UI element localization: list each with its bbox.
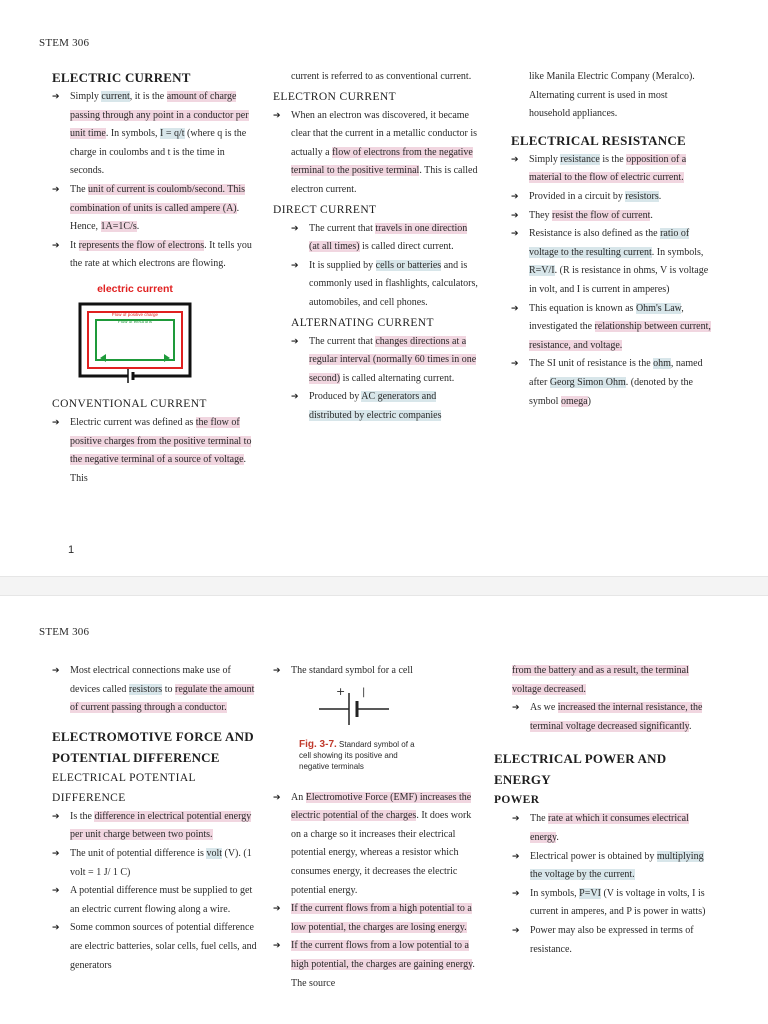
heading-electron-current: ELECTRON CURRENT: [273, 90, 396, 103]
bullet-item: ➔ When an electron was discovered, it became clear that the current in a metallic conductor is actually a flow of electrons from the negative terminal to the positive terminal. This is called electron current.: [273, 107, 478, 200]
figure-label-outer: Flow of positive charge: [111, 311, 159, 317]
bullet-list: [494, 699, 706, 736]
circuit-diagram: [70, 298, 200, 384]
bullet-list: [273, 107, 478, 200]
bullet-list: [273, 220, 478, 313]
bullet-item: ➔ The standard symbol for a cell: [273, 662, 478, 681]
bullet-list: [52, 414, 257, 488]
bullet-item: ➔ If the current flows from a high potential to a low potential, the charges are losing energy.: [273, 900, 478, 937]
bullet-list: [273, 789, 478, 994]
page-header: STEM 306: [39, 37, 90, 49]
bullet-item: ➔ In symbols, P=VI (V is voltage in volts, I is current in amperes, and P is power in watts): [512, 885, 706, 922]
bullet-list: [273, 333, 478, 426]
continued-text: current is referred to as conventional current.: [291, 71, 472, 82]
bullet-item: ➔ It is supplied by cells or batteries and is commonly used in flashlights, calculators, automobiles, and cell phones.: [291, 257, 478, 313]
plus-terminal-label: +: [336, 684, 346, 698]
heading-power: POWER: [494, 794, 540, 807]
heading-conventional-current: CONVENTIONAL CURRENT: [52, 397, 207, 410]
bullet-item: ➔ Provided in a circuit by resistors.: [511, 188, 711, 207]
continued-text: like Manila Electric Company (Meralco). Alternating current is used in most household appliances.: [529, 71, 695, 120]
bullet-item: ➔ A potential difference must be supplied to get an electric current flowing along a wire.: [52, 882, 257, 919]
bullet-list: [273, 662, 478, 681]
heading-electrical-power-energy: ELECTRICAL POWER AND ENERGY: [494, 751, 667, 788]
column-3: [494, 662, 706, 959]
bullet-item: ➔ The current that changes directions at a regular interval (normally 60 times in one second) is called alternating current.: [291, 333, 478, 389]
bullet-item: ➔ As we increased the internal resistance, the terminal voltage decreased significantly.: [512, 699, 706, 736]
heading-electric-current: ELECTRIC CURRENT: [52, 70, 191, 85]
bullet-item: ➔ The unit of current is coulomb/second. This combination of units is called ampere (A). Hence, 1A=1C/s.: [52, 181, 257, 237]
heading-electrical-resistance: ELECTRICAL RESISTANCE: [511, 132, 686, 148]
bullet-list: [494, 810, 706, 959]
bullet-list: [52, 808, 257, 975]
page-number: 1: [68, 544, 75, 556]
cell-symbol-figure: [293, 685, 423, 785]
page-separator: [0, 576, 768, 596]
bullet-item: ➔ The current that travels in one direction (at all times) is called direct current.: [291, 220, 478, 257]
column-1: [52, 68, 257, 488]
bullet-item: ➔ Produced by AC generators and distributed by electric companies: [291, 388, 478, 425]
bullet-item: ➔ Power may also be expressed in terms of resistance.: [512, 922, 706, 959]
column-3: [511, 68, 711, 411]
page-header: STEM 306: [39, 626, 90, 638]
electric-current-figure: [70, 282, 200, 386]
bullet-item: ➔ It represents the flow of electrons. It tells you the rate at which electrons are flowing.: [52, 237, 257, 274]
bullet-item: ➔ Electric current was defined as the flow of positive charges from the positive terminal to the negative terminal of a source of voltage. This: [52, 414, 257, 488]
figure-number: Fig. 3-7.: [299, 738, 337, 750]
figure-title: electric current: [97, 282, 173, 295]
document-page-2: [0, 596, 768, 1024]
cell-symbol-diagram: [293, 685, 403, 733]
bullet-item: ➔ Electrical power is obtained by multiplying the voltage by the current.: [512, 848, 706, 885]
bullet-item: ➔ Simply current, it is the amount of charge passing through any point in a conductor per unit time. In symbols, I = q/t (where q is the charge in coulombs and t is the time in seconds.: [52, 88, 257, 181]
bullet-item: ➔ Simply resistance is the opposition of a material to the flow of electric current.: [511, 151, 711, 188]
heading-electrical-potential-difference: ELECTRICAL POTENTIAL DIFFERENCE: [52, 771, 196, 804]
heading-emf-potential-difference: ELECTROMOTIVE FORCE AND POTENTIAL DIFFERENCE: [52, 728, 254, 765]
bullet-list: [52, 88, 257, 274]
column-1: [52, 662, 257, 975]
bullet-item: ➔ They resist the flow of current.: [511, 207, 711, 226]
bullet-list: [52, 662, 257, 718]
column-2: [273, 662, 478, 993]
bullet-item: ➔ An Electromotive Force (EMF) increases the electric potential of the charges. It does work on a charge so it increases their electrical potential energy, whereas a resistor which consumes energy, it decreases the electric potential energy.: [273, 789, 478, 901]
heading-alternating-current: ALTERNATING CURRENT: [291, 316, 434, 329]
bullet-item: ➔ If the current flows from a low potential to a high potential, the charges are gaining energy. The source: [273, 937, 478, 993]
bullet-item: ➔ This equation is known as Ohm's Law, investigated the relationship between current, resistance, and voltage.: [511, 300, 711, 356]
heading-direct-current: DIRECT CURRENT: [273, 203, 377, 216]
bullet-item: ➔ The unit of potential difference is volt (V). (1 volt = 1 J/ 1 C): [52, 845, 257, 882]
bullet-item: ➔ The rate at which it consumes electrical energy.: [512, 810, 706, 847]
bullet-item: ➔ Some common sources of potential difference are electric batteries, solar cells, fuel cells, and generators: [52, 919, 257, 975]
bullet-list: [511, 151, 711, 411]
minus-terminal-label: |: [362, 686, 366, 698]
column-2: [273, 68, 478, 426]
bullet-item: ➔ Most electrical connections make use of devices called resistors to regulate the amount of current passing through a conductor.: [52, 662, 257, 718]
figure-caption: Fig. 3-7. Standard symbol of a cell showing its positive and negative terminals: [299, 738, 415, 771]
bullet-item: ➔ Resistance is also defined as the ratio of voltage to the resulting current. In symbols, R=V/I. (R is resistance in ohms, V is voltage in volt, and I is current in amperes): [511, 225, 711, 299]
bullet-item: ➔ The SI unit of resistance is the ohm, named after Georg Simon Ohm. (denoted by the symbol omega): [511, 355, 711, 411]
bullet-item: ➔ Is the difference in electrical potential energy per unit charge between two points.: [52, 808, 257, 845]
continued-text: from the battery and as a result, the terminal voltage decreased.: [512, 665, 689, 695]
figure-label-inner: Flow of electrons: [117, 318, 152, 324]
